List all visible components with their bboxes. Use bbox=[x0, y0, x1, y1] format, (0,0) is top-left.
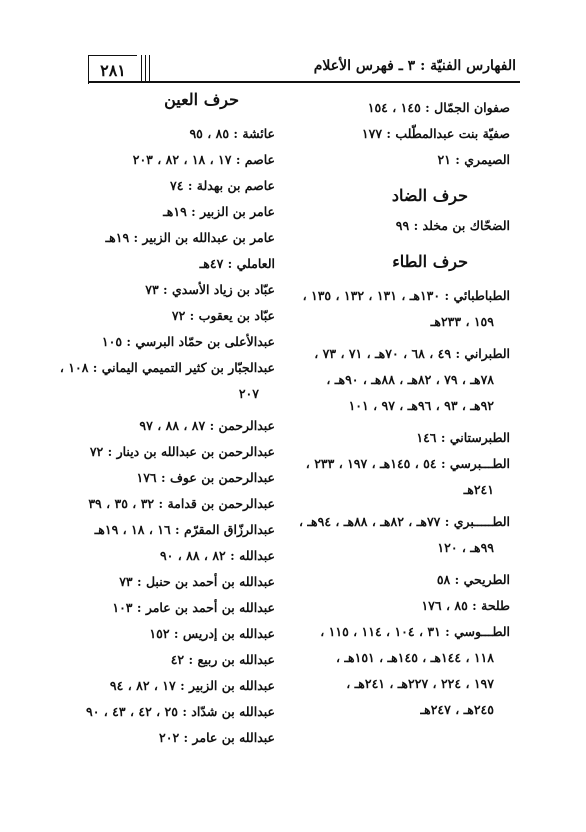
entry-text: الطريحي : ٥٨ bbox=[436, 572, 510, 587]
index-entry bbox=[43, 546, 275, 572]
index-entry bbox=[43, 442, 275, 468]
index-entry bbox=[43, 202, 275, 228]
index-entry bbox=[300, 454, 510, 506]
header-divider bbox=[141, 55, 142, 83]
entry-continuation: ٢٠٧ bbox=[238, 386, 259, 401]
page-header bbox=[88, 55, 520, 83]
index-entry bbox=[43, 728, 275, 754]
index-entry bbox=[300, 622, 510, 726]
index-entry bbox=[43, 520, 275, 546]
entry-text: طلحة : ٨٥ ، ١٧٦ bbox=[421, 598, 510, 613]
page-number: ٢٨١ bbox=[88, 55, 137, 84]
index-entry bbox=[43, 676, 275, 702]
index-entry bbox=[43, 124, 275, 150]
running-title: الفهارس الفنيّة : ٣ ـ فهرس الأعلام bbox=[313, 58, 516, 74]
index-entry bbox=[43, 228, 275, 254]
index-entry: صفيّة بنت عبدالمطّلب : ١٧٧ bbox=[361, 126, 510, 141]
entry-text: عبدالله بن إدريس : ١٥٢ bbox=[149, 626, 275, 641]
index-entry bbox=[43, 280, 275, 306]
entry-continuation: ١٩٧ ، ٢٢٤ ، ٢٢٧هـ ، ٢٤١هـ ، bbox=[346, 676, 494, 691]
header-divider bbox=[149, 55, 150, 83]
index-entry bbox=[300, 428, 510, 454]
entry-text: عامر بن الزبير : ١٩هـ bbox=[163, 204, 275, 219]
entry-continuation: ١٥٩ ، ٢٣٣هـ bbox=[430, 314, 494, 329]
entry-text: عبّاد بن زياد الأسدي : ٧٣ bbox=[145, 282, 275, 297]
header-rule bbox=[88, 81, 520, 83]
index-entry bbox=[300, 344, 510, 422]
entry-continuation: ٢٤٥هـ ، ٢٤٧هـ bbox=[420, 702, 494, 717]
entry-text: عبدالله بن أحمد بن عامر : ١٠٣ bbox=[112, 600, 275, 615]
entry-text: عائشة : ٨٥ ، ٩٥ bbox=[189, 126, 275, 141]
entry-continuation: ٢٤١هـ bbox=[463, 482, 494, 497]
entry-continuation: ٧٨هـ ، ٧٩ ، ٨٢هـ ، ٨٨هـ ، ٩٠هـ ، bbox=[326, 372, 494, 387]
section-entries bbox=[43, 124, 275, 754]
entry-text: عبدالرحمن بن عبدالله بن دينار : ٧٢ bbox=[89, 444, 275, 459]
index-entry bbox=[43, 494, 275, 520]
index-entry bbox=[43, 468, 275, 494]
entry-text: الطبرستاني : ١٤٦ bbox=[416, 430, 510, 445]
entry-text: عبدالله بن عامر : ٢٠٢ bbox=[159, 730, 275, 745]
index-entry bbox=[43, 306, 275, 332]
entry-text: عبدالجبّار بن كثير التميمي اليماني : ١٠٨ ، bbox=[59, 360, 275, 375]
entry-text: عامر بن عبدالله بن الزبير : ١٩هـ bbox=[105, 230, 275, 245]
index-column-left bbox=[43, 90, 275, 754]
index-entry: الضحّاك بن مخلد : ٩٩ bbox=[395, 218, 510, 233]
entry-text: الطـــــبري : ٧٧هـ ، ٨٢هـ ، ٨٨هـ ، ٩٤هـ ، bbox=[298, 514, 510, 529]
entry-text: عبدالله بن الزبير : ١٧ ، ٨٢ ، ٩٤ bbox=[109, 678, 275, 693]
index-entry bbox=[43, 150, 275, 176]
section-entries bbox=[300, 286, 510, 726]
index-column-right bbox=[300, 90, 510, 732]
entry-text: عبدالرحمن بن قدامة : ٣٢ ، ٣٥ ، ٣٩ bbox=[88, 496, 275, 511]
entry-continuation: ٩٩هـ ، ١٢٠ bbox=[437, 540, 494, 555]
entry-continuation: ١١٨ ، ١٤٤هـ ، ١٤٥هـ ، ١٥١هـ ، bbox=[335, 650, 494, 665]
entry-text: الطبراني : ٤٩ ، ٦٨ ، ٧٠هـ ، ٧١ ، ٧٣ ، bbox=[314, 346, 510, 361]
index-entry bbox=[43, 416, 275, 442]
index-entry bbox=[43, 572, 275, 598]
index-entry bbox=[43, 650, 275, 676]
index-entry bbox=[300, 596, 510, 622]
header-divider bbox=[145, 55, 146, 83]
entry-text: عبدالله بن ربيع : ٤٢ bbox=[170, 652, 275, 667]
entry-text: عبدالله بن أحمد بن حنبل : ٧٣ bbox=[119, 574, 275, 589]
entry-text: عبدالرحمن : ٨٧ ، ٨٨ ، ٩٧ bbox=[139, 418, 275, 433]
entry-text: عبدالأعلى بن حمّاد البرسي : ١٠٥ bbox=[101, 334, 275, 349]
section-heading: حرف الضاد bbox=[391, 186, 468, 205]
index-entry bbox=[43, 358, 275, 410]
index-entry bbox=[43, 624, 275, 650]
entry-text: عبدالرحمن بن عوف : ١٧٦ bbox=[136, 470, 275, 485]
index-entry bbox=[300, 570, 510, 596]
index-entry bbox=[43, 254, 275, 280]
entry-text: عبّاد بن يعقوب : ٧٢ bbox=[171, 308, 275, 323]
index-entry bbox=[300, 286, 510, 338]
section-heading: حرف العين bbox=[164, 90, 239, 109]
entry-text: الطباطبائي : ١٣٠هـ ، ١٣١ ، ١٣٢ ، ١٣٥ ، bbox=[302, 288, 510, 303]
index-entry bbox=[43, 332, 275, 358]
index-entry bbox=[43, 702, 275, 728]
index-entry bbox=[43, 598, 275, 624]
entry-text: عاصم : ١٧ ، ١٨ ، ٨٢ ، ٢٠٣ bbox=[132, 152, 275, 167]
entry-continuation: ٩٢هـ ، ٩٣ ، ٩٦هـ ، ٩٧ ، ١٠١ bbox=[348, 398, 494, 413]
entry-text: الطـــوسي : ٣١ ، ١٠٤ ، ١١٤ ، ١١٥ ، bbox=[320, 624, 510, 639]
index-entry: صفوان الجمّال : ١٤٥ ، ١٥٤ bbox=[367, 100, 510, 115]
entry-text: عاصم بن بهدلة : ٧٤ bbox=[170, 178, 275, 193]
entry-text: الطـــبرسي : ٥٤ ، ١٤٥هـ ، ١٩٧ ، ٢٣٣ ، bbox=[305, 456, 510, 471]
entry-text: عبدالرزّاق المقرّم : ١٦ ، ١٨ ، ١٩هـ bbox=[94, 522, 275, 537]
index-entry bbox=[43, 176, 275, 202]
entry-text: عبدالله : ٨٢ ، ٨٨ ، ٩٠ bbox=[159, 548, 275, 563]
entry-text: العاملي : ٤٧هـ bbox=[199, 256, 275, 271]
index-entry: الصيمري : ٢١ bbox=[437, 152, 510, 167]
section-heading: حرف الطاء bbox=[392, 252, 468, 271]
index-entry bbox=[300, 512, 510, 564]
entry-text: عبدالله بن شدّاد : ٢٥ ، ٤٢ ، ٤٣ ، ٩٠ bbox=[85, 704, 275, 719]
